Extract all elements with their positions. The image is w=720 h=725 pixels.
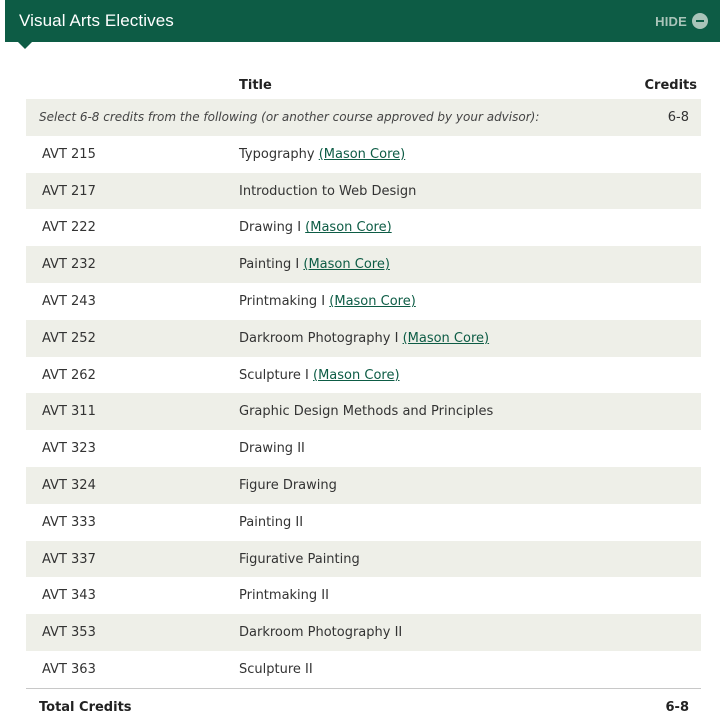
course-table xyxy=(26,67,701,724)
note-text: Select 6-8 credits from the following (or another course approved by your advisor): xyxy=(39,110,540,124)
course-title-text: Drawing I xyxy=(239,220,302,236)
total-label: Total Credits xyxy=(39,699,132,715)
course-title-text: Introduction to Web Design xyxy=(239,183,417,199)
table-row xyxy=(26,136,701,173)
course-code: AVT 337 xyxy=(42,551,96,567)
mason-core-link[interactable]: (Mason Core) xyxy=(303,257,390,273)
course-code: AVT 323 xyxy=(42,441,96,457)
table-row xyxy=(26,541,701,578)
course-title-text: Figurative Painting xyxy=(239,551,360,567)
course-title-text: Printmaking II xyxy=(239,588,329,604)
table-row xyxy=(26,357,701,394)
table-row xyxy=(26,504,701,541)
table-row xyxy=(26,283,701,320)
table-row xyxy=(26,393,701,430)
course-title xyxy=(239,515,303,530)
course-title xyxy=(239,588,329,603)
course-code: AVT 311 xyxy=(42,404,96,420)
mason-core-link[interactable]: (Mason Core) xyxy=(318,146,406,162)
course-code: AVT 363 xyxy=(42,661,96,677)
section-title: Visual Arts Electives xyxy=(19,11,174,30)
course-title xyxy=(239,368,400,383)
hide-toggle-button[interactable] xyxy=(655,13,708,29)
table-row xyxy=(26,320,701,357)
course-code: AVT 333 xyxy=(42,514,96,530)
section-header xyxy=(5,0,720,42)
course-title xyxy=(239,184,416,199)
course-code: AVT 232 xyxy=(42,257,96,273)
mason-core-link[interactable]: (Mason Core) xyxy=(329,293,416,309)
course-title-text: Typography xyxy=(239,146,315,162)
course-title-text: Darkroom Photography II xyxy=(239,625,403,641)
column-header-title: Title xyxy=(239,78,272,93)
note-credits: 6-8 xyxy=(667,110,689,125)
course-code: AVT 262 xyxy=(42,367,96,383)
course-title-text: Sculpture I xyxy=(239,367,309,383)
table-row xyxy=(26,430,701,467)
course-title xyxy=(239,662,313,677)
course-title-text: Darkroom Photography I xyxy=(239,330,399,346)
course-title-text: Painting I xyxy=(239,257,300,273)
course-title xyxy=(239,257,390,272)
course-title-text: Drawing II xyxy=(239,441,305,457)
table-row xyxy=(26,209,701,246)
course-title xyxy=(239,552,360,567)
course-title-text: Painting II xyxy=(239,514,304,530)
total-row xyxy=(26,688,701,724)
table-row xyxy=(26,577,701,614)
course-title-text: Graphic Design Methods and Principles xyxy=(239,404,494,420)
table-row xyxy=(26,467,701,504)
course-title xyxy=(239,147,405,162)
course-title-text: Sculpture II xyxy=(239,661,313,677)
course-code: AVT 324 xyxy=(42,477,96,493)
mason-core-link[interactable]: (Mason Core) xyxy=(313,367,400,383)
header-pointer xyxy=(18,42,32,49)
total-value: 6-8 xyxy=(665,699,689,715)
course-code: AVT 215 xyxy=(42,146,96,162)
course-title-text: Figure Drawing xyxy=(239,477,337,493)
course-title xyxy=(239,404,493,419)
hide-label: HIDE xyxy=(655,13,687,29)
mason-core-link[interactable]: (Mason Core) xyxy=(305,220,392,236)
column-header-credits: Credits xyxy=(644,78,697,93)
course-title xyxy=(239,331,489,346)
table-row xyxy=(26,246,701,283)
course-code: AVT 217 xyxy=(42,183,96,199)
course-title xyxy=(239,441,305,456)
course-title xyxy=(239,294,416,309)
table-header xyxy=(26,67,701,99)
minus-circle-icon xyxy=(692,13,708,29)
table-row xyxy=(26,614,701,651)
course-code: AVT 243 xyxy=(42,293,96,309)
table-row xyxy=(26,173,701,210)
course-code: AVT 343 xyxy=(42,588,96,604)
course-code: AVT 222 xyxy=(42,220,96,236)
course-code: AVT 353 xyxy=(42,625,96,641)
note-row xyxy=(26,99,701,136)
mason-core-link[interactable]: (Mason Core) xyxy=(402,330,490,346)
course-title-text: Printmaking I xyxy=(239,293,326,309)
table-row xyxy=(26,651,701,688)
course-code: AVT 252 xyxy=(42,330,96,346)
course-rows xyxy=(26,136,701,688)
course-title xyxy=(239,478,337,493)
course-title xyxy=(239,220,392,235)
course-title xyxy=(239,625,402,640)
